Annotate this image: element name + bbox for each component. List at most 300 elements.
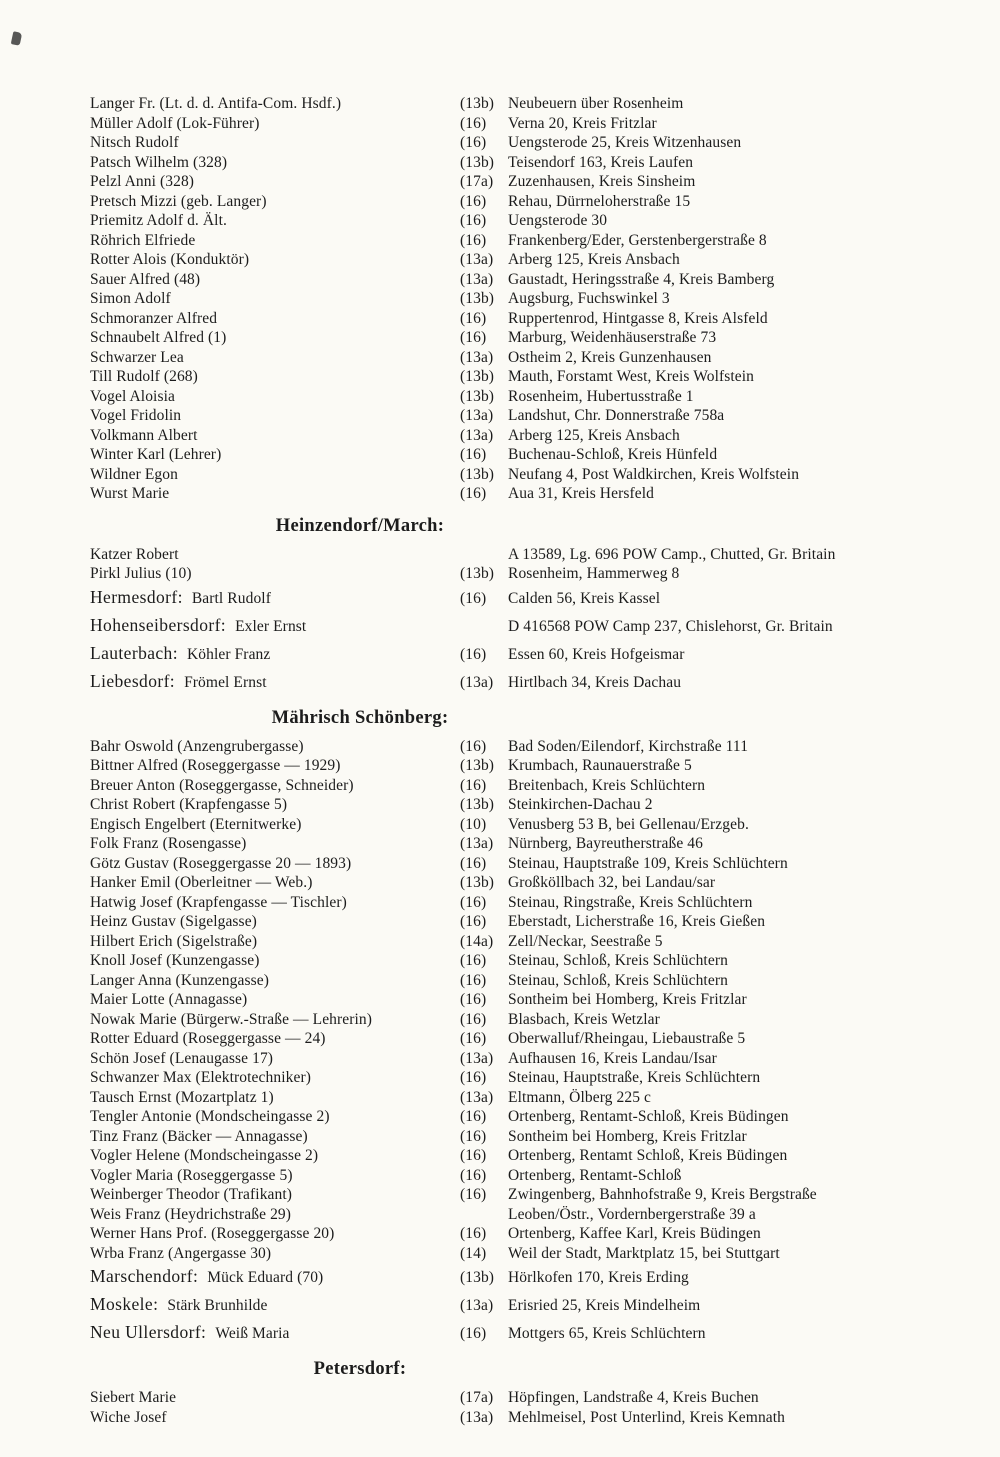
entry-row [90, 1205, 960, 1225]
entry-row [90, 893, 960, 913]
entry-row [90, 834, 960, 854]
name-cell [90, 854, 460, 874]
entry-row [90, 1068, 960, 1088]
name-cell [90, 348, 460, 368]
address: Ruppertenrod, Hintgasse 8, Kreis Alsfeld [508, 309, 768, 327]
name-cell [90, 1291, 460, 1319]
zone-code: (16) [460, 971, 487, 989]
name-cell [90, 873, 460, 893]
person-name: Werner Hans Prof. (Roseggergasse 20) [90, 1225, 335, 1242]
zone-code: (16) [460, 589, 487, 607]
person-name: Vogler Helene (Mondscheingasse 2) [90, 1147, 319, 1164]
entry-row [90, 114, 960, 134]
entry-row [90, 990, 960, 1010]
entry-row [90, 932, 960, 952]
name-cell [90, 1244, 460, 1264]
person-name: Schnaubelt Alfred (1) [90, 329, 227, 346]
address: Aua 31, Kreis Hersfeld [508, 485, 654, 502]
entry-row [90, 1146, 960, 1166]
address: Zell/Neckar, Seestraße 5 [508, 932, 663, 950]
person-name: Sauer Alfred (48) [90, 270, 201, 288]
zone-code: (17a) [460, 1389, 494, 1406]
address: Landshut, Chr. Donnerstraße 758a [508, 407, 725, 424]
name-cell [90, 484, 460, 504]
entry-row [90, 1244, 960, 1264]
place-name: Moskele: [90, 1294, 159, 1314]
name-cell [90, 367, 460, 387]
name-cell [90, 912, 460, 932]
zone-code: (16) [460, 309, 487, 327]
entry-row [90, 172, 960, 192]
address: Ortenberg, Rentamt Schloß, Kreis Büdingen [508, 1147, 788, 1164]
person-name: Siebert Marie [90, 1389, 177, 1406]
zone-code: (16) [460, 1069, 487, 1086]
zone-code: (13b) [460, 874, 495, 891]
name-cell [90, 737, 460, 757]
address: Mauth, Forstamt West, Kreis Wolfstein [508, 368, 755, 385]
name-cell [90, 1107, 460, 1127]
address: Neufang 4, Post Waldkirchen, Kreis Wolfstein [508, 465, 800, 483]
name-cell [90, 795, 460, 815]
zone-code: (13a) [460, 348, 494, 366]
person-name: Winter Karl (Lehrer) [90, 446, 222, 463]
person-name: Weinberger Theodor (Trafikant) [90, 1186, 293, 1203]
person-name: Mück Eduard (70) [207, 1269, 324, 1286]
person-name: Nowak Marie (Bürgerw.-Straße — Lehrerin) [90, 1010, 373, 1028]
zone-code: (16) [460, 1325, 487, 1342]
zone-code: (13b) [460, 95, 495, 112]
address: D 416568 POW Camp 237, Chislehorst, Gr. Britain [508, 617, 833, 635]
zone-code: (13b) [460, 1269, 495, 1286]
zone-code: (13a) [460, 407, 494, 424]
zone-code: (13a) [460, 1297, 494, 1314]
zone-code: (13b) [460, 368, 495, 385]
person-name: Maier Lotte (Annagasse) [90, 991, 248, 1008]
name-cell [90, 153, 460, 173]
entry-row [90, 1049, 960, 1069]
entry-row [90, 133, 960, 153]
address: Höpfingen, Landstraße 4, Kreis Buchen [508, 1389, 759, 1406]
person-name: Simon Adolf [90, 290, 171, 307]
section-header: Heinzendorf/March: [275, 515, 445, 536]
address: Bad Soden/Eilendorf, Kirchstraße 111 [508, 737, 749, 755]
place-name: Hermesdorf: [90, 586, 183, 607]
entry-row [90, 564, 960, 584]
address: Uengsterode 30 [508, 212, 608, 229]
name-cell [90, 1388, 460, 1408]
address: Arberg 125, Kreis Ansbach [508, 251, 680, 268]
zone-code: (16) [460, 1147, 487, 1164]
address: Ortenberg, Kaffee Karl, Kreis Büdingen [508, 1225, 761, 1242]
person-name: Wildner Egon [90, 465, 178, 483]
address: Mottgers 65, Kreis Schlüchtern [508, 1325, 706, 1342]
entry-row [90, 971, 960, 991]
zone-code: (13b) [460, 757, 495, 774]
zone-code: (16) [460, 991, 487, 1008]
address: Teisendorf 163, Kreis Laufen [508, 153, 694, 171]
person-name: Langer Anna (Kunzengasse) [90, 971, 269, 989]
address: Ortenberg, Rentamt-Schloß [508, 1166, 682, 1184]
person-name: Folk Franz (Rosengasse) [90, 835, 247, 852]
address: Verna 20, Kreis Fritzlar [508, 114, 657, 132]
place-name: Hohenseibersdorf: [90, 614, 227, 635]
entry-row [90, 231, 960, 251]
entry-row [90, 484, 960, 504]
entry-row [90, 328, 960, 348]
entry-row [90, 153, 960, 173]
person-name: Wurst Marie [90, 485, 170, 502]
zone-code: (13b) [460, 153, 495, 171]
zone-code: (16) [460, 1010, 487, 1028]
address: Nürnberg, Bayreutherstraße 46 [508, 835, 704, 852]
person-name: Bartl Rudolf [191, 589, 271, 607]
entry-row [90, 1088, 960, 1108]
name-cell [90, 289, 460, 309]
zone-code: (16) [460, 1108, 487, 1125]
address: Rosenheim, Hammerweg 8 [508, 565, 680, 582]
entry-row [90, 756, 960, 776]
zone-code: (16) [460, 893, 487, 911]
zone-code: (13a) [460, 251, 494, 268]
person-name: Weis Franz (Heydrichstraße 29) [90, 1205, 292, 1223]
name-cell [90, 612, 460, 640]
name-cell [90, 1049, 460, 1069]
address: Frankenberg/Eder, Gerstenbergerstraße 8 [508, 231, 767, 249]
entry-row [90, 445, 960, 465]
name-cell [90, 990, 460, 1010]
name-cell [90, 564, 460, 584]
person-name: Hilbert Erich (Sigelstraße) [90, 932, 258, 950]
entry-row [90, 1107, 960, 1127]
person-name: Schwanzer Max (Elektrotechniker) [90, 1069, 311, 1086]
name-cell [90, 1224, 460, 1244]
place-name: Liebesdorf: [90, 670, 176, 691]
person-name: Weiß Maria [215, 1325, 290, 1342]
person-name: Heinz Gustav (Sigelgasse) [90, 913, 257, 930]
address: Mehlmeisel, Post Unterlind, Kreis Kemnath [508, 1408, 786, 1426]
person-name: Breuer Anton (Roseggergasse, Schneider) [90, 776, 354, 794]
address: Breitenbach, Kreis Schlüchtern [508, 776, 706, 794]
entry-row [90, 426, 960, 446]
name-cell [90, 1319, 460, 1347]
name-cell [90, 545, 460, 565]
address: Calden 56, Kreis Kassel [508, 589, 661, 607]
zone-code: (17a) [460, 173, 494, 190]
entry-row [90, 1166, 960, 1186]
address: Krumbach, Raunauerstraße 5 [508, 757, 692, 774]
entry-row [90, 270, 960, 290]
person-name: Tengler Antonie (Mondscheingasse 2) [90, 1108, 330, 1125]
entry-row [90, 776, 960, 796]
zone-code: (16) [460, 114, 487, 132]
name-cell [90, 114, 460, 134]
entry-row [90, 348, 960, 368]
address: Steinkirchen-Dachau 2 [508, 796, 653, 813]
person-name: Müller Adolf (Lok-Führer) [90, 114, 260, 132]
entry-row [90, 387, 960, 407]
name-cell [90, 815, 460, 835]
zone-code: (16) [460, 212, 487, 229]
section-header: Mährisch Schönberg: [271, 707, 449, 728]
person-name: Pelzl Anni (328) [90, 173, 195, 190]
section-header: Petersdorf: [313, 1359, 407, 1379]
zone-code: (16) [460, 1186, 487, 1203]
name-cell [90, 1146, 460, 1166]
address: Weil der Stadt, Marktplatz 15, bei Stuttgart [508, 1244, 780, 1262]
address: Sontheim bei Homberg, Kreis Fritzlar [508, 1127, 747, 1145]
entry-row [90, 1185, 960, 1205]
person-name: Köhler Franz [186, 645, 271, 663]
name-cell [90, 756, 460, 776]
address: Steinau, Hauptstraße, Kreis Schlüchtern [508, 1069, 761, 1086]
entry-row [90, 545, 960, 565]
address: Großköllbach 32, bei Landau/sar [508, 874, 716, 891]
entry-row [90, 854, 960, 874]
entry-row [90, 1029, 960, 1049]
name-cell [90, 192, 460, 212]
zone-code: (16) [460, 913, 487, 930]
zone-code: (16) [460, 737, 487, 755]
person-name: Vogel Aloisia [90, 387, 175, 405]
name-cell [90, 270, 460, 290]
name-cell [90, 1205, 460, 1225]
name-cell [90, 309, 460, 329]
name-cell [90, 1166, 460, 1186]
address: Rosenheim, Hubertusstraße 1 [508, 387, 694, 405]
entry-row [90, 912, 960, 932]
person-name: Röhrich Elfriede [90, 231, 196, 249]
zone-code: (16) [460, 1030, 487, 1047]
person-name: Götz Gustav (Roseggergasse 20 — 1893) [90, 854, 352, 872]
name-cell [90, 1029, 460, 1049]
entry-row [90, 1224, 960, 1244]
zone-code: (16) [460, 192, 487, 210]
zone-code: (13b) [460, 465, 495, 483]
address: A 13589, Lg. 696 POW Camp., Chutted, Gr. Britain [508, 545, 836, 563]
person-name: Vogel Fridolin [90, 407, 182, 424]
entry-row [90, 612, 960, 640]
person-name: Volkmann Albert [90, 426, 198, 444]
address: Ostheim 2, Kreis Gunzenhausen [508, 348, 712, 366]
entry-row [90, 192, 960, 212]
zone-code: (16) [460, 854, 487, 872]
entry-row [90, 367, 960, 387]
entry-row [90, 309, 960, 329]
address: Neubeuern über Rosenheim [508, 95, 684, 112]
name-cell [90, 834, 460, 854]
place-name: Marschendorf: [90, 1266, 199, 1286]
zone-code: (13a) [460, 426, 494, 444]
name-cell [90, 1127, 460, 1147]
address: Eberstadt, Licherstraße 16, Kreis Gießen [508, 913, 766, 930]
zone-code: (13a) [460, 270, 494, 288]
zone-code: (16) [460, 1225, 487, 1242]
address: Marburg, Weidenhäuserstraße 73 [508, 329, 717, 346]
address: Augsburg, Fuchswinkel 3 [508, 290, 670, 307]
person-name: Katzer Robert [90, 545, 179, 563]
entry-row [90, 94, 960, 114]
address: Blasbach, Kreis Wetzlar [508, 1010, 660, 1028]
address: Steinau, Ringstraße, Kreis Schlüchtern [508, 893, 753, 911]
person-name: Bahr Oswold (Anzengrubergasse) [90, 737, 304, 755]
address: Steinau, Schloß, Kreis Schlüchtern [508, 952, 728, 969]
person-name: Patsch Wilhelm (328) [90, 153, 228, 171]
person-name: Engisch Engelbert (Eternitwerke) [90, 815, 302, 833]
zone-code: (13a) [460, 673, 494, 691]
zone-code: (16) [460, 134, 487, 151]
entry-row [90, 1127, 960, 1147]
name-cell [90, 445, 460, 465]
entry-row [90, 640, 960, 668]
person-name: Wiche Josef [90, 1408, 167, 1426]
name-cell [90, 426, 460, 446]
zone-code: (13b) [460, 290, 495, 307]
name-cell [90, 387, 460, 407]
name-cell [90, 172, 460, 192]
person-name: Pirkl Julius (10) [90, 565, 192, 582]
name-cell [90, 1010, 460, 1030]
address: Ortenberg, Rentamt-Schloß, Kreis Büdingen [508, 1108, 789, 1125]
address: Rehau, Dürrneloherstraße 15 [508, 192, 691, 210]
address: Eltmann, Ölberg 225 c [508, 1088, 652, 1106]
name-cell [90, 328, 460, 348]
zone-code: (16) [460, 1166, 487, 1184]
name-cell [90, 776, 460, 796]
address: Aufhausen 16, Kreis Landau/Isar [508, 1049, 717, 1067]
address: Steinau, Hauptstraße 109, Kreis Schlüchtern [508, 854, 788, 872]
person-name: Schwarzer Lea [90, 348, 184, 366]
person-name: Hatwig Josef (Krapfengasse — Tischler) [90, 893, 347, 911]
entry-row [90, 250, 960, 270]
person-name: Frömel Ernst [184, 673, 267, 691]
person-name: Hanker Emil (Oberleitner — Web.) [90, 874, 313, 891]
person-name: Rotter Eduard (Roseggergasse — 24) [90, 1030, 326, 1047]
zone-code: (10) [460, 815, 487, 833]
zone-code: (16) [460, 446, 487, 463]
zone-code: (16) [460, 776, 487, 794]
address: Arberg 125, Kreis Ansbach [508, 426, 680, 444]
zone-code: (16) [460, 231, 487, 249]
entry-row [90, 406, 960, 426]
address: Zuzenhausen, Kreis Sinsheim [508, 173, 696, 190]
person-name: Schön Josef (Lenaugasse 17) [90, 1049, 274, 1067]
address: Leoben/Östr., Vordernbergerstraße 39 a [508, 1205, 756, 1223]
address: Uengsterode 25, Kreis Witzenhausen [508, 134, 742, 151]
zone-code: (13a) [460, 835, 494, 852]
zone-code: (16) [460, 1127, 487, 1145]
zone-code: (13b) [460, 565, 495, 582]
zone-code: (13a) [460, 1049, 494, 1067]
zone-code: (13b) [460, 387, 495, 405]
name-cell [90, 1408, 460, 1428]
place-name: Lauterbach: [90, 642, 178, 663]
name-cell [90, 211, 460, 231]
zone-code: (16) [460, 329, 487, 346]
entry-row [90, 1291, 960, 1319]
name-cell [90, 951, 460, 971]
entry-row [90, 584, 960, 612]
address: Oberwalluf/Rheingau, Liebaustraße 5 [508, 1030, 746, 1047]
address: Venusberg 53 B, bei Gellenau/Erzgeb. [508, 815, 749, 833]
zone-code: (16) [460, 952, 487, 969]
entry-row [90, 289, 960, 309]
place-name: Neu Ullersdorf: [90, 1322, 207, 1342]
address: Essen 60, Kreis Hofgeismar [508, 645, 685, 663]
entry-row [90, 465, 960, 485]
entry-row [90, 211, 960, 231]
person-name: Tausch Ernst (Mozartplatz 1) [90, 1088, 274, 1106]
entry-row [90, 815, 960, 835]
person-name: Stärk Brunhilde [167, 1297, 268, 1314]
name-cell [90, 932, 460, 952]
zone-code: (14) [460, 1244, 487, 1262]
name-cell [90, 584, 460, 612]
name-cell [90, 1185, 460, 1205]
zone-code: (14a) [460, 932, 494, 950]
person-name: Schmoranzer Alfred [90, 309, 218, 327]
name-cell [90, 94, 460, 114]
entry-row [90, 1010, 960, 1030]
address: Sontheim bei Homberg, Kreis Fritzlar [508, 991, 747, 1008]
person-name: Christ Robert (Krapfengasse 5) [90, 796, 288, 813]
address: Gaustadt, Heringsstraße 4, Kreis Bamberg [508, 270, 775, 288]
address: Buchenau-Schloß, Kreis Hünfeld [508, 446, 718, 463]
name-cell [90, 668, 460, 696]
person-name: Till Rudolf (268) [90, 368, 198, 385]
entry-row [90, 1408, 960, 1428]
name-cell [90, 406, 460, 426]
name-cell [90, 971, 460, 991]
name-cell [90, 231, 460, 251]
person-name: Wrba Franz (Angergasse 30) [90, 1244, 272, 1262]
name-cell [90, 133, 460, 153]
person-name: Rotter Alois (Konduktör) [90, 251, 250, 268]
person-name: Exler Ernst [235, 617, 307, 635]
entry-row [90, 951, 960, 971]
person-name: Pretsch Mizzi (geb. Langer) [90, 192, 267, 210]
address: Steinau, Schloß, Kreis Schlüchtern [508, 971, 728, 989]
entry-row [90, 1388, 960, 1408]
person-name: Bittner Alfred (Roseggergasse — 1929) [90, 757, 341, 774]
entry-row [90, 795, 960, 815]
entry-row [90, 1263, 960, 1291]
person-name: Vogler Maria (Roseggergasse 5) [90, 1166, 293, 1184]
name-cell [90, 1263, 460, 1291]
person-name: Tinz Franz (Bäcker — Annagasse) [90, 1127, 308, 1145]
entry-row [90, 1319, 960, 1347]
address: Hirtlbach 34, Kreis Dachau [508, 673, 682, 691]
zone-code: (16) [460, 645, 487, 663]
person-name: Nitsch Rudolf [90, 134, 179, 151]
name-cell [90, 1088, 460, 1108]
zone-code: (13b) [460, 796, 495, 813]
zone-code: (13a) [460, 1088, 494, 1106]
person-name: Knoll Josef (Kunzengasse) [90, 952, 260, 969]
address: Erisried 25, Kreis Mindelheim [508, 1297, 701, 1314]
name-cell [90, 465, 460, 485]
zone-code: (13a) [460, 1408, 494, 1426]
zone-code: (16) [460, 485, 487, 502]
entry-row [90, 873, 960, 893]
address: Hörlkofen 170, Kreis Erding [508, 1269, 689, 1286]
person-name: Priemitz Adolf d. Ält. [90, 212, 227, 229]
address: Zwingenberg, Bahnhofstraße 9, Kreis Bergstraße [508, 1186, 817, 1203]
name-cell [90, 640, 460, 668]
entry-row [90, 737, 960, 757]
name-cell [90, 893, 460, 913]
name-cell [90, 1068, 460, 1088]
name-cell [90, 250, 460, 270]
